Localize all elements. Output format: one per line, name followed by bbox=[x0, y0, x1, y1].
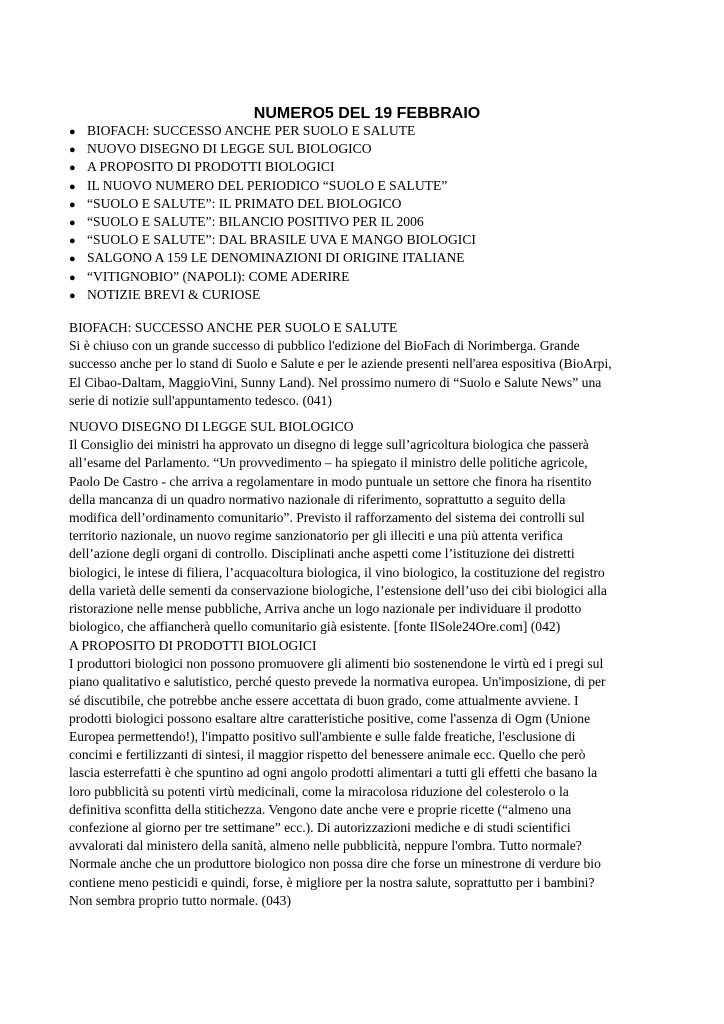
document-title: NUMERO5 DEL 19 FEBBRAIO bbox=[253, 105, 481, 122]
paragraph-line: Paolo De Castro - che arriva a regolamentare in modo puntuale un settore che finora ha risentito bbox=[69, 473, 592, 489]
toc-item-label: NUOVO DISEGNO DI LEGGE SUL BIOLOGICO bbox=[87, 141, 372, 157]
paragraph-line: loro pubblicità su potenti virtù medicinali, come la miracolosa riduzione del colesterolo o la bbox=[69, 783, 569, 799]
paragraph-line: concimi e fertilizzanti di sintesi, il maggior rispetto del benessere animale ecc. Quello che però bbox=[69, 747, 586, 763]
toc-item bbox=[69, 249, 476, 267]
toc-item-label: “SUOLO E SALUTE”: BILANCIO POSITIVO PER IL 2006 bbox=[87, 213, 424, 229]
paragraph-line: prodotti biologici possono esaltare altre caratteristiche positive, come l'assenza di Ogm (Unione bbox=[69, 710, 591, 726]
paragraph-line: definitiva sconfitta della stitichezza. Vengono date anche vere e proprie ricette (“almeno una bbox=[69, 801, 572, 817]
paragraph-line: modifica dell’ordinamento comunitario”. Previsto il rafforzamento del sistema dei controlli sul bbox=[69, 510, 585, 526]
paragraph-line: sé discutibile, che potrebbe anche essere accettata di buon grado, come attualmente avviene. I bbox=[69, 692, 579, 708]
table-of-contents bbox=[69, 122, 476, 304]
toc-item bbox=[69, 213, 476, 231]
bullet-icon: ● bbox=[69, 253, 76, 266]
paragraph-line: Si è chiuso con un grande successo di pubblico l'edizione del BioFach di Norimberga. Grande bbox=[69, 338, 580, 354]
paragraph-line: I produttori biologici non possono promuovere gli alimenti bio sostenendone le virtù ed i pregi sul bbox=[69, 656, 604, 672]
toc-item bbox=[69, 231, 476, 249]
toc-item-label: BIOFACH: SUCCESSO ANCHE PER SUOLO E SALUTE bbox=[87, 123, 416, 138]
section-prodotti-biologici bbox=[69, 637, 659, 910]
paragraph-line: piano qualitativo e salutistico, perché questo prevede la normativa europea. Un'imposizione, di per bbox=[69, 674, 606, 690]
bullet-icon: ● bbox=[69, 216, 76, 229]
paragraph-line: lascia esterrefatti è che spuntino ad ogni angolo prodotti alimentari a tutti gli effetti che basano la bbox=[69, 765, 598, 781]
paragraph-line: El Cibao-Daltam, MaggioVini, Sunny Land). Nel prossimo numero di “Suolo e Salute News” una bbox=[69, 374, 602, 390]
bullet-icon: ● bbox=[69, 126, 76, 138]
bullet-icon: ● bbox=[69, 289, 76, 302]
bullet-icon: ● bbox=[69, 144, 76, 157]
paragraph-line: avvalorati dal ministero della sanità, almeno nelle pubblicità, neppure l'ombra. Tutto normale? bbox=[69, 838, 582, 854]
toc-item-label: NOTIZIE BREVI & CURIOSE bbox=[87, 286, 261, 302]
paragraph-line: biologico, che affiancherà quello comunitario già esistente. [fonte IlSole24Ore.com] (042) bbox=[69, 619, 561, 635]
paragraph-line: successo anche per lo stand di Suolo e Salute e per le aziende presenti nell'area espositiva (BioArpi, bbox=[69, 356, 612, 372]
paragraph-line: Normale anche che un produttore biologico non possa dire che forse un minestrone di verdure bio bbox=[69, 856, 601, 872]
paragraph-line: Non sembra proprio tutto normale. (043) bbox=[69, 892, 291, 908]
paragraph-line: confezione al giorno per tre settimane” ecc.). Di autorizzazioni mediche e di studi scientifici bbox=[69, 820, 571, 836]
paragraph-line: territorio nazionale, un nuovo regime sanzionatorio per gli illeciti e una più attenta verifica bbox=[69, 528, 563, 544]
paragraph-line: della mancanza di un quadro normativo nazionale di riferimento, soprattutto a seguito della bbox=[69, 491, 566, 507]
toc-item-label: “SUOLO E SALUTE”: DAL BRASILE UVA E MANGO BIOLOGICI bbox=[87, 232, 476, 248]
toc-item bbox=[69, 195, 476, 213]
toc-item bbox=[69, 158, 476, 176]
bullet-icon: ● bbox=[69, 198, 76, 211]
section-heading: BIOFACH: SUCCESSO ANCHE PER SUOLO E SALUTE bbox=[69, 320, 398, 335]
paragraph-line: ristorazione nelle mense pubbliche, Arriva anche un logo nazionale per individuare il prodotto bbox=[69, 601, 582, 617]
section-heading: NUOVO DISEGNO DI LEGGE SUL BIOLOGICO bbox=[69, 419, 354, 434]
paragraph-line: biologici, le intese di filiera, l’acquacoltura biologica, il vino biologico, la costituzione del registro bbox=[69, 564, 605, 580]
section-biofach bbox=[69, 319, 659, 410]
paragraph-line: contiene meno pesticidi e quindi, forse, è migliore per la nostra salute, soprattutto per i bambini? bbox=[69, 874, 595, 890]
toc-item bbox=[69, 268, 476, 286]
paragraph-line: all’esame del Parlamento. “Un provvedimento – ha spiegato il ministro delle politiche agricole, bbox=[69, 455, 588, 471]
toc-item-label: A PROPOSITO DI PRODOTTI BIOLOGICI bbox=[87, 159, 335, 175]
section-heading: A PROPOSITO DI PRODOTTI BIOLOGICI bbox=[69, 638, 317, 653]
toc-item bbox=[69, 286, 476, 304]
bullet-icon: ● bbox=[69, 180, 76, 193]
bullet-icon: ● bbox=[69, 235, 76, 248]
toc-item bbox=[69, 122, 476, 140]
paragraph-line: Il Consiglio dei ministri ha approvato un disegno di legge sull’agricoltura biologica che passerà bbox=[69, 437, 589, 453]
paragraph-line: Europea permettendo!), l'impatto positivo sull'ambiente e sulle falde freatiche, l'esclusione di bbox=[69, 729, 576, 745]
bullet-icon: ● bbox=[69, 271, 76, 284]
toc-item bbox=[69, 140, 476, 158]
paragraph-line: serie di notizie sull'appuntamento tedesco. (041) bbox=[69, 392, 332, 408]
paragraph-line: dell’azione degli organi di controllo. Disciplinati anche aspetti come l’istituzione dei distretti bbox=[69, 546, 575, 562]
bullet-icon: ● bbox=[69, 162, 76, 175]
toc-item-label: “SUOLO E SALUTE”: IL PRIMATO DEL BIOLOGICO bbox=[87, 195, 402, 211]
toc-item bbox=[69, 177, 476, 195]
paragraph-line: della varietà delle sementi da conservazione biologiche, l’estensione dell’uso dei cibi biologici alla bbox=[69, 582, 607, 598]
section-disegno-legge bbox=[69, 418, 659, 636]
toc-item-label: “VITIGNOBIO” (NAPOLI): COME ADERIRE bbox=[87, 268, 350, 284]
toc-item-label: IL NUOVO NUMERO DEL PERIODICO “SUOLO E SALUTE” bbox=[87, 177, 448, 193]
toc-item-label: SALGONO A 159 LE DENOMINAZIONI DI ORIGINE ITALIANE bbox=[87, 250, 465, 266]
